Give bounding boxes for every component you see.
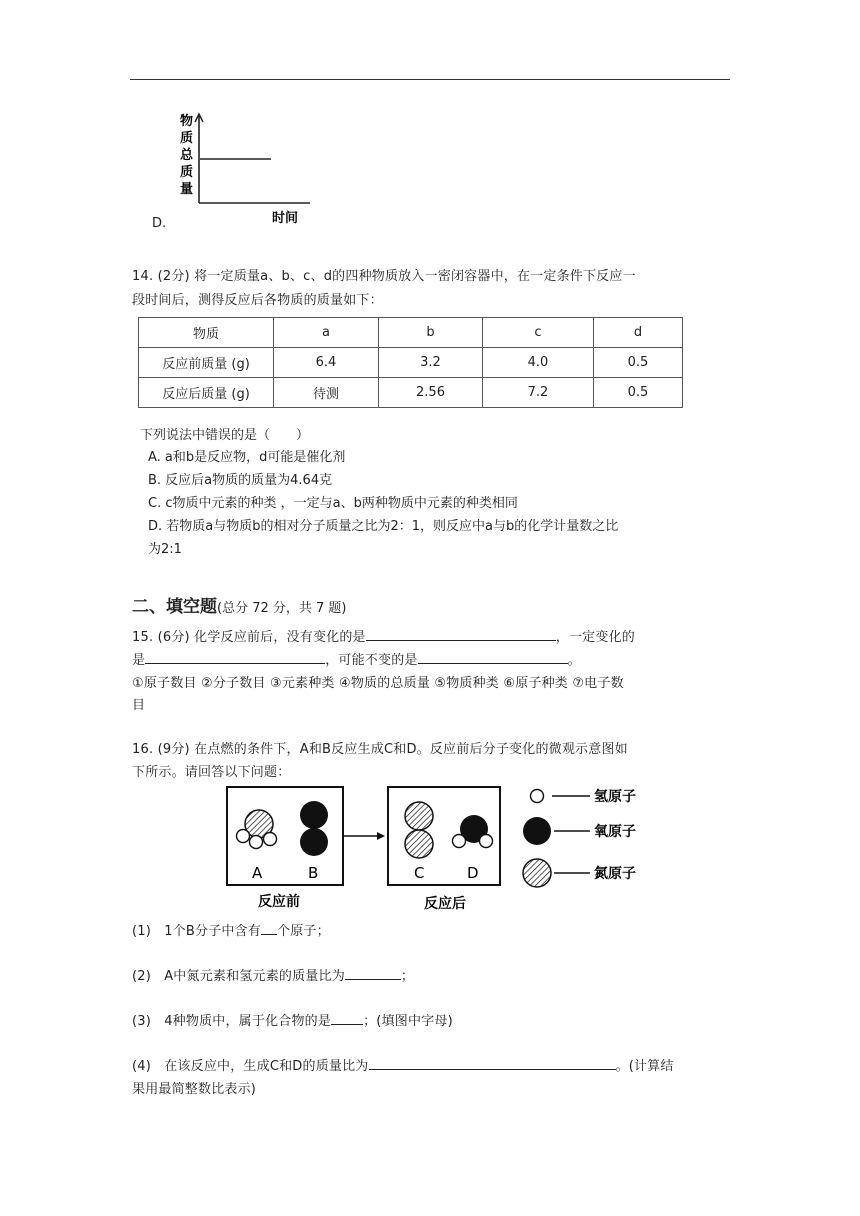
legend-hydrogen-icon xyxy=(531,790,544,803)
molecule-label-a: A xyxy=(252,864,263,882)
q15-text-1: 15. (6分) 化学反应前后，没有变化的是 xyxy=(132,630,366,645)
q14-question: 下列说法中错误的是（ ） xyxy=(140,428,310,443)
table-header-cell: b xyxy=(379,318,483,348)
q16-sub3-text: (3) 4种物质中，属于化合物的是 xyxy=(132,1014,332,1029)
q16-sub4-tail: 。(计算结 xyxy=(615,1059,674,1074)
legend-nitrogen-label: 氮原子 xyxy=(594,866,636,882)
oxygen-atom-icon xyxy=(300,801,328,829)
q14-option-d-line1: D. 若物质a与物质b的相对分子质量之比为2：1，则反应中a与b的化学计量数之比 xyxy=(148,519,619,534)
y-label-char-4: 质 xyxy=(180,165,194,180)
q15-text-4: ，可能不变的是 xyxy=(325,653,418,668)
q14-option-b: B. 反应后a物质的质量为4.64克 xyxy=(148,473,333,488)
section-heading xyxy=(132,592,347,617)
q15-blank-maybe[interactable] xyxy=(418,650,568,664)
caption-before: 反应前 xyxy=(258,894,300,910)
q16-stem-line2: 下所示。请回答以下问题： xyxy=(132,765,291,780)
mass-table xyxy=(138,317,683,408)
q16-blank-3[interactable] xyxy=(331,1011,363,1025)
q16-sub1 xyxy=(132,920,330,939)
q15-text-3: 是 xyxy=(132,653,146,668)
table-cell: 反应前质量 (g) xyxy=(139,348,274,378)
table-header-cell: d xyxy=(594,318,683,348)
nitrogen-atom-icon xyxy=(405,830,433,858)
hydrogen-atom-icon xyxy=(453,835,466,848)
table-cell: 3.2 xyxy=(379,348,483,378)
q14-stem-line1: 14. (2分) 将一定质量a、b、c、d的四种物质放入一密闭容器中，在一定条件下反应一 xyxy=(132,269,636,284)
header-rule xyxy=(130,79,730,80)
hydrogen-atom-icon xyxy=(264,833,277,846)
table-cell: 6.4 xyxy=(274,348,379,378)
q16-sub2-tail: ； xyxy=(400,969,415,984)
caption-after: 反应后 xyxy=(424,896,466,912)
molecule-label-b: B xyxy=(308,864,319,882)
q15-choices-line1: ①原子数目 ②分子数目 ③元素种类 ④物质的总质量 ⑤物质种类 ⑥原子种类 ⑦电子数 xyxy=(132,676,624,691)
q15-text-5: 。 xyxy=(567,653,581,668)
y-label-char-2: 质 xyxy=(180,131,194,146)
table-header-cell: 物质 xyxy=(139,318,274,348)
y-label-char-3: 总 xyxy=(180,148,194,163)
q15-line2 xyxy=(132,649,581,668)
q16-blank-2[interactable] xyxy=(345,966,401,980)
q15-blank-changed[interactable] xyxy=(145,650,325,664)
q15-line1 xyxy=(132,626,635,645)
table-header-cell: c xyxy=(483,318,594,348)
hydrogen-atom-icon xyxy=(250,836,263,849)
q14-option-a: A. a和b是反应物，d可能是催化剂 xyxy=(148,450,346,465)
q16-sub1-text: (1) 1个B分子中含有 xyxy=(132,924,262,939)
hydrogen-atom-icon xyxy=(237,830,250,843)
q15-choices-line2: 目 xyxy=(132,698,146,713)
q16-sub3-tail: ；(填图中字母) xyxy=(363,1014,453,1029)
q15-blank-unchanged[interactable] xyxy=(366,627,556,641)
q14-option-c: C. c物质中元素的种类 ，一定与a、b两种物质中元素的种类相同 xyxy=(148,496,518,511)
legend-nitrogen-icon xyxy=(523,859,551,887)
table-header-cell: a xyxy=(274,318,379,348)
oxygen-atom-icon xyxy=(300,828,328,856)
section-title: 二、填空题 xyxy=(132,597,217,617)
reaction-diagram xyxy=(222,780,662,915)
y-label-char-5: 量 xyxy=(180,182,194,197)
mass-time-graph xyxy=(150,108,320,233)
table-cell: 2.56 xyxy=(379,378,483,408)
table-cell: 待测 xyxy=(274,378,379,408)
table-header-row xyxy=(139,318,683,348)
legend-oxygen-label: 氧原子 xyxy=(594,824,636,840)
q16-sub4-line2: 果用最简整数比表示) xyxy=(132,1082,257,1097)
table-cell: 反应后质量 (g) xyxy=(139,378,274,408)
q16-sub1-tail: 个原子； xyxy=(277,924,330,939)
table-cell: 4.0 xyxy=(483,348,594,378)
y-label-char-1: 物 xyxy=(180,114,194,129)
hydrogen-atom-icon xyxy=(480,835,493,848)
table-row xyxy=(139,378,683,408)
molecule-label-d: D xyxy=(467,864,479,882)
q16-sub2 xyxy=(132,965,414,984)
legend-hydrogen-label: 氢原子 xyxy=(594,789,636,805)
section-note: (总分 72 分，共 7 题) xyxy=(217,601,347,616)
q15-text-2: ，一定变化的 xyxy=(555,630,635,645)
option-d-label: D. xyxy=(152,216,167,231)
q14-option-d-line2: 为2:1 xyxy=(148,542,182,557)
table-cell: 0.5 xyxy=(594,348,683,378)
q16-blank-1[interactable] xyxy=(261,921,277,935)
q16-blank-4[interactable] xyxy=(369,1056,616,1070)
q16-sub3 xyxy=(132,1010,453,1029)
q16-sub2-text: (2) A中氮元素和氢元素的质量比为 xyxy=(132,969,345,984)
molecule-label-c: C xyxy=(414,864,425,882)
q16-sub4 xyxy=(132,1055,674,1074)
table-cell: 7.2 xyxy=(483,378,594,408)
q16-stem-line1: 16. (9分) 在点燃的条件下，A和B反应生成C和D。反应前后分子变化的微观示意图如 xyxy=(132,742,628,757)
x-label: 时间 xyxy=(272,211,299,226)
q16-sub4-text: (4) 在该反应中，生成C和D的质量比为 xyxy=(132,1059,369,1074)
table-cell: 0.5 xyxy=(594,378,683,408)
nitrogen-atom-icon xyxy=(405,802,433,830)
legend-oxygen-icon xyxy=(523,817,551,845)
q14-stem-line2: 段时间后，测得反应后各物质的质量如下： xyxy=(132,293,383,308)
arrow-head-icon xyxy=(377,832,385,840)
table-row xyxy=(139,348,683,378)
